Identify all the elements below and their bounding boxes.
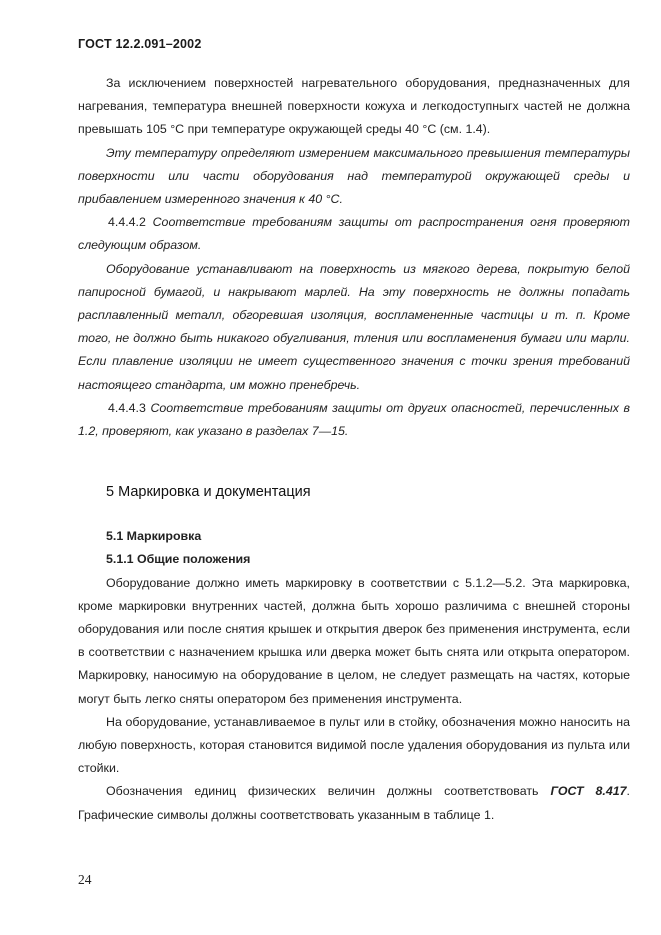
- clause-4-4-4-2: [78, 211, 630, 257]
- paragraph-temperature-measurement: Эту температуру определяют измерением максимального превышения температуры поверхности или части оборудования над температурой окружающей среды и прибавлением измеренного значения к 40 °С.: [78, 145, 630, 207]
- clause-number: 4.4.4.3: [108, 400, 146, 415]
- units-text-before: Обозначения единиц физических величин должны соответствовать: [106, 784, 539, 799]
- document-code-header: ГОСТ 12.2.091–2002: [78, 37, 202, 51]
- clause-text: Соответствие требованиям защиты от распространения огня проверяют следующим образом.: [78, 215, 630, 253]
- section-title: 5 Маркировка и документация: [106, 484, 311, 501]
- document-body: [78, 72, 630, 827]
- paragraph-fire-test-procedure: Оборудование устанавливают на поверхность из мягкого дерева, покрытую белой папиросной бумагой, и накрывают марлей. На эту поверхность не должны попадать расплавленный металл, обгоревшая изоляция, воспламененные частицы и т. п. Кроме того, не должно быть никакого обугливания, тления или воспламенения бумаги или марли. Если плавление изоляции не имеет существенного значения с точки зрения требований настоящего стандарта, им можно пренебречь.: [78, 261, 630, 392]
- paragraph-units-reference: [78, 780, 630, 826]
- units-text-after: . Графические символы должны соответствовать указанным в таблице 1.: [78, 784, 630, 822]
- paragraph-rack-marking: На оборудование, устанавливаемое в пульт или в стойку, обозначения можно наносить на любую поверхность, которая становится видимой после удаления оборудования из пульта или стойки.: [78, 714, 630, 776]
- clause-4-4-4-3: [78, 397, 630, 443]
- page-number: 24: [78, 872, 92, 887]
- subsection-title: 5.1 Маркировка: [106, 529, 202, 544]
- paragraph-surface-temperature: За исключением поверхностей нагревательного оборудования, предназначенных для нагревания, температура внешней поверхности кожуха и легкодоступныгх частей не должна превышать 105 °С при температуре окружающей среды 40 °С (см. 1.4).: [78, 76, 630, 137]
- standard-reference: ГОСТ 8.417: [550, 784, 627, 799]
- subsubsection-title: 5.1.1 Общие положения: [106, 552, 251, 567]
- clause-text: Соответствие требованиям защиты от других опасностей, перечисленных в 1.2, проверяют, как указано в разделах 7—15.: [78, 400, 630, 439]
- clause-number: 4.4.4.2: [108, 215, 146, 230]
- paragraph-marking-requirements: Оборудование должно иметь маркировку в соответствии с 5.1.2—5.2. Эта маркировка, кроме маркировки внутренних частей, должна быть хорошо различима с внешней стороны оборудования или после снятия крышек и открытия дверок без применения инструмента, если в соответствии с назначением крышка или дверка может быть снята или открыта оператором. Маркировку, наносимую на оборудование в целом, не следует размещать на частях, которые могут быть легко сняты оператором без применения инструмента.: [78, 575, 630, 706]
